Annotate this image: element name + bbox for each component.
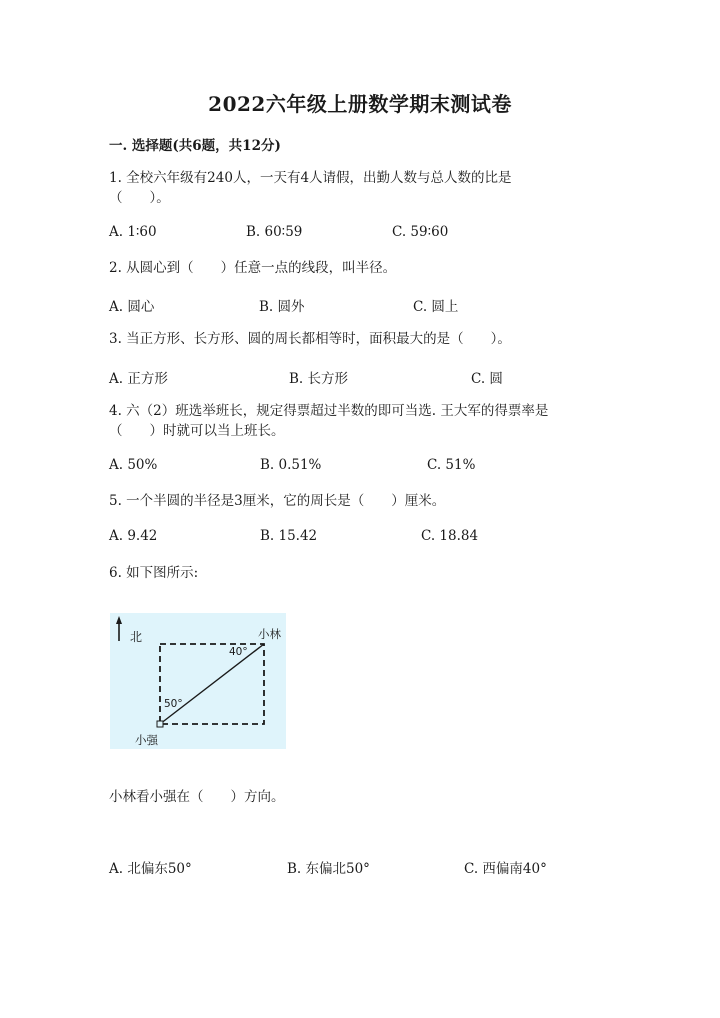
question-6-option-a: A. 北偏东50° (109, 861, 192, 877)
question-5-option-a: A. 9.42 (109, 528, 158, 544)
question-6-option-c: C. 西偏南40° (464, 861, 547, 877)
question-4-stem-cont: （ ）时就可以当上班长。 (109, 423, 285, 439)
question-1-option-a: A. 1∶60 (109, 224, 157, 240)
question-2-option-a: A. 圆心 (109, 299, 155, 315)
question-5-option-b: B. 15.42 (260, 528, 318, 544)
question-5-stem: 5. 一个半圆的半径是3厘米，它的周长是（ ）厘米。 (109, 493, 446, 509)
question-3-stem: 3. 当正方形、长方形、圆的周长都相等时，面积最大的是（ ）。 (109, 331, 511, 347)
page-title: 2022六年级上册数学期末测试卷 (208, 92, 512, 116)
question-4-option-a: A. 50% (109, 457, 158, 473)
question-6-stem: 6. 如下图所示: (109, 565, 199, 581)
question-4-option-b: B. 0.51% (260, 457, 322, 473)
question-4-stem: 4. 六（2）班选举班长，规定得票超过半数的即可当选. 王大军的得票率是 (109, 403, 549, 419)
question-1-stem: 1. 全校六年级有240人，一天有4人请假，出勤人数与总人数的比是 (109, 170, 512, 186)
question-3-option-a: A. 正方形 (109, 371, 168, 387)
origin-marker (157, 721, 163, 727)
question-6-subquestion: 小林看小强在（ ）方向。 (109, 789, 285, 805)
angle-40-label: 40° (229, 646, 248, 658)
angle-50-label: 50° (164, 698, 183, 710)
north-arrow-icon (116, 616, 122, 641)
question-2-stem: 2. 从圆心到（ ）任意一点的线段，叫半径。 (109, 260, 397, 276)
question-1-option-b: B. 60∶59 (246, 224, 303, 240)
north-label: 北 (130, 630, 143, 644)
question-2-option-c: C. 圆上 (413, 299, 459, 315)
bottom-point-label: 小强 (135, 733, 158, 747)
question-1-option-c: C. 59∶60 (392, 224, 449, 240)
question-6-option-b: B. 东偏北50° (287, 861, 370, 877)
diagonal-line (160, 644, 264, 724)
question-1-stem-cont: （ ）。 (109, 190, 170, 206)
top-point-label: 小林 (258, 627, 281, 641)
question-3-option-b: B. 长方形 (289, 371, 349, 387)
question-2-option-b: B. 圆外 (259, 299, 305, 315)
question-4-option-c: C. 51% (427, 457, 476, 473)
question-3-option-c: C. 圆 (471, 371, 503, 387)
question-5-option-c: C. 18.84 (421, 528, 479, 544)
section-heading: 一. 选择题(共6题，共12分) (109, 138, 281, 154)
direction-diagram (110, 613, 286, 749)
